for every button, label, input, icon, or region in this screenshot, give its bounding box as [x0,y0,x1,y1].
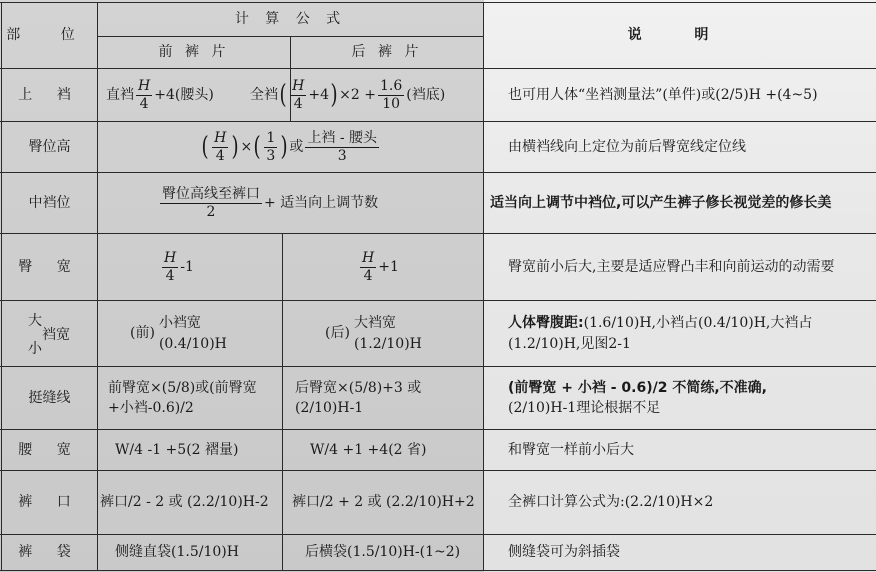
column-divider [282,233,283,570]
header-back-piece: 后 裤 片 [351,44,423,61]
header-formula: 计 算 公 式 [234,11,347,28]
row-note: 臀宽前小后大,主要是适应臀凸丰和向前运动的动需要 [508,258,835,275]
row-note: (前臀宽 + 小裆 - 0.6)/2 不简练,不准确, (2/10)H-1理论根据不足 [508,379,767,416]
front-crotch-formula: 直裆 $\frac{H}{4}$ +4(腰头) [106,78,214,112]
front-hip-width-formula: $\frac{H}{4}$ -1 [164,250,194,284]
row-part-label: 裤 袋 [18,544,81,561]
row-part-label: 上 裆 [18,86,81,103]
knee-line-formula: $\frac{\text{臀位高线至裤口}}{2}$ + 适当向上调节数 [162,186,379,220]
column-divider [97,2,98,570]
row-note: 和臀宽一样前小后大 [508,441,634,458]
row-note: 也可用人体“坐裆测量法”(单件)或(2/5)H +(4~5) [508,86,818,103]
back-crotch-width: (后) 大裆宽 (1.2/10)H [325,315,422,352]
front-crease-formula: 前臀宽×(5/8)或(前臀宽+小裆-0.6)/2 [108,379,257,416]
front-waist-formula: W/4 -1 +5(2 褶量) [115,441,239,458]
header-part: 部 位 [6,27,93,44]
row-part-label: 臀位高 [28,138,71,155]
header-front-piece: 前 裤 片 [158,44,230,61]
row-part-label: 臀 宽 [18,258,81,275]
back-hip-width-formula: $\frac{H}{4}$ +1 [362,250,399,284]
column-divider [483,2,484,570]
row-note: 全裤口计算公式为:(2.2/10)H×2 [508,494,714,511]
back-crease-formula: 后臀宽×(5/8)+3 或(2/10)H-1 [295,379,422,416]
header-note: 说 明 [627,27,733,44]
row-note: 由横裆线向上定位为前后臀宽线定位线 [508,138,746,155]
back-waist-formula: W/4 +1 +4(2 省) [310,441,427,458]
back-crotch-formula: 全裆 ( $\frac{H}{4}$ +4 ) ×2 + $\frac{1.6}{10}$ (裆底) [250,78,446,112]
front-crotch-width: (前) 小裆宽 (0.4/10)H [130,315,227,352]
row-part-label: 腰 宽 [18,441,81,458]
back-pocket-formula: 后横袋(1.5/10)H-(1~2) [305,544,461,561]
front-hem-formula: 裤口/2 - 2 或 (2.2/10)H-2 [100,494,269,511]
row-note: 适当向上调节中裆位,可以产生裤子修长视觉差的修长美 [490,194,832,211]
table-bottom-border [0,570,876,571]
row-note: 人体臀腹距:(1.6/10)H,小裆占(0.4/10)H,大裆占(1.2/10)H,见图2-1 [508,315,813,352]
row-note: 侧缝袋可为斜插袋 [508,544,620,561]
row-part-label: 裤 口 [18,494,81,511]
row-part-label: 挺缝线 [28,389,71,406]
row-part-label: 大 裆宽 小 [28,313,70,357]
front-pocket-formula: 侧缝直袋(1.5/10)H [115,544,239,561]
back-hem-formula: 裤口/2 + 2 或 (2.2/10)H+2 [292,494,475,511]
hip-height-formula: ( $\frac{H}{4}$ ) × ( $\frac{1}{3}$ ) 或 $\frac{\text{上裆 - 腰头}}{3}$ [201,130,378,164]
row-part-label: 中裆位 [28,194,71,211]
